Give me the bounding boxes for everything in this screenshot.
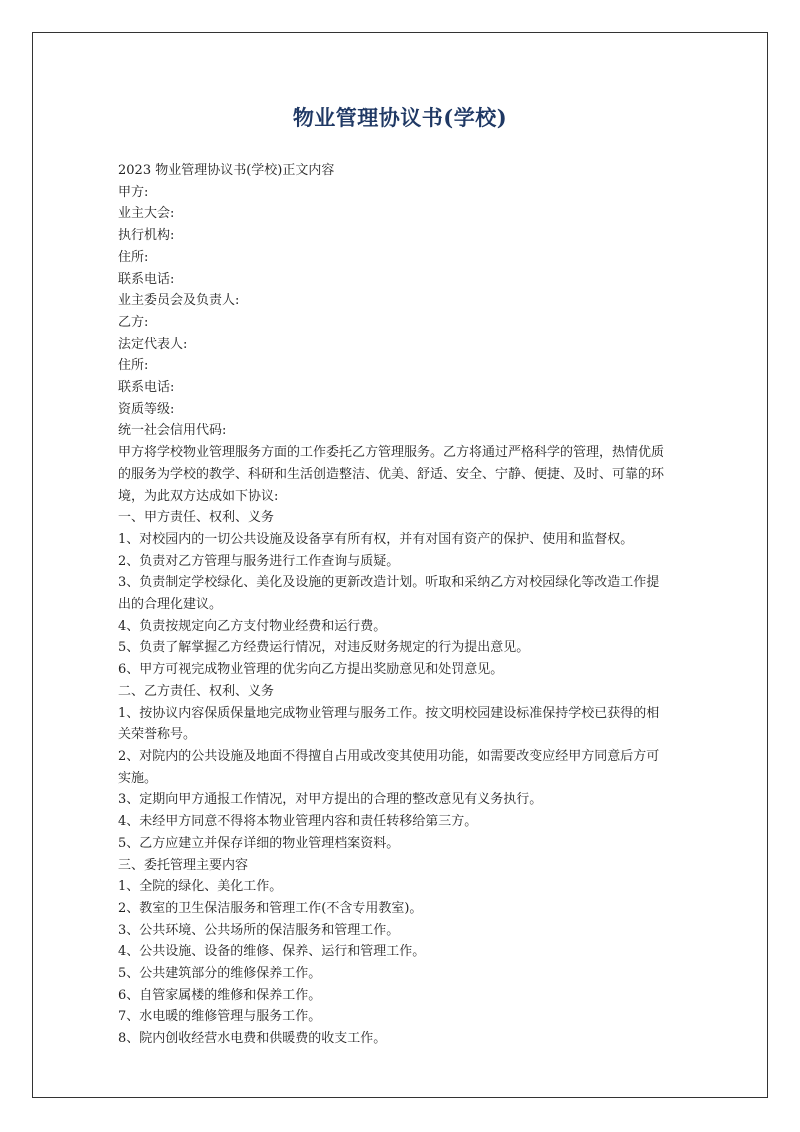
text-line: 二、乙方责任、权利、义务	[118, 683, 275, 699]
text-line: 实施。	[118, 770, 158, 786]
text-line: 3、定期向甲方通报工作情况，对甲方提出的合理的整改意见有义务执行。	[118, 792, 543, 808]
text-line: 5、乙方应建立并保存详细的物业管理档案资料。	[118, 835, 400, 851]
text-line: 1、按协议内容保质保量地完成物业管理与服务工作。按文明校园建设标准保持学校已获得的相	[118, 705, 660, 721]
text-line: 统一社会信用代码:	[118, 423, 227, 439]
text-line: 3、公共环境、公共场所的保洁服务和管理工作。	[118, 922, 400, 938]
text-line: 法定代表人:	[118, 336, 188, 352]
text-line: 住所:	[118, 249, 149, 265]
text-line: 执行机构:	[118, 228, 175, 244]
text-line: 2、对院内的公共设施及地面不得擅自占用或改变其使用功能，如需要改变应经甲方同意后方可	[118, 748, 660, 764]
text-line: 住所:	[118, 358, 149, 374]
document-body	[118, 160, 690, 1050]
text-line: 联系电话:	[118, 271, 175, 287]
text-line: 2、负责对乙方管理与服务进行工作查询与质疑。	[118, 553, 400, 569]
text-line: 境，为此双方达成如下协议:	[118, 488, 279, 504]
text-line: 甲方:	[118, 184, 149, 200]
text-line: 一、甲方责任、权利、义务	[118, 510, 275, 526]
text-line: 4、负责按规定向乙方支付物业经费和运行费。	[118, 618, 387, 634]
text-line: 关荣誉称号。	[118, 727, 197, 743]
text-line: 6、甲方可视完成物业管理的优劣向乙方提出奖励意见和处罚意见。	[118, 662, 504, 678]
text-line: 4、未经甲方同意不得将本物业管理内容和责任转移给第三方。	[118, 814, 478, 830]
text-line: 1、全院的绿化、美化工作。	[118, 879, 283, 895]
text-line: 8、院内创收经营水电费和供暖费的收支工作。	[118, 1031, 387, 1047]
text-line: 5、公共建筑部分的维修保养工作。	[118, 966, 322, 982]
text-line: 5、负责了解掌握乙方经费运行情况，对违反财务规定的行为提出意见。	[118, 640, 530, 656]
text-line: 三、委托管理主要内容	[118, 857, 249, 873]
text-line: 2、教室的卫生保洁服务和管理工作(不含专用教室)。	[118, 900, 423, 916]
text-line: 7、水电暖的维修管理与服务工作。	[118, 1009, 322, 1025]
text-line: 3、负责制定学校绿化、美化及设施的更新改造计划。听取和采纳乙方对校园绿化等改造工作提	[118, 575, 660, 591]
text-line: 4、公共设施、设备的维修、保养、运行和管理工作。	[118, 944, 426, 960]
text-line: 1、对校园内的一切公共设施及设备享有所有权，并有对国有资产的保护、使用和监督权。	[118, 531, 634, 547]
text-line: 乙方:	[118, 314, 149, 330]
text-line: 业主委员会及负责人:	[118, 293, 240, 309]
text-line: 业主大会:	[118, 206, 175, 222]
text-line: 6、自管家属楼的维修和保养工作。	[118, 987, 322, 1003]
text-line: 联系电话:	[118, 380, 175, 396]
document-title: 物业管理协议书(学校)	[292, 105, 508, 130]
text-line: 的服务为学校的教学、科研和生活创造整洁、优美、舒适、安全、宁静、便捷、及时、可靠的环	[118, 466, 665, 482]
text-line: 2023 物业管理协议书(学校)正文内容	[118, 163, 335, 178]
text-line: 资质等级:	[118, 401, 175, 417]
text-line: 甲方将学校物业管理服务方面的工作委托乙方管理服务。乙方将通过严格科学的管理，热情优质	[118, 445, 665, 461]
text-line: 出的合理化建议。	[118, 597, 223, 613]
